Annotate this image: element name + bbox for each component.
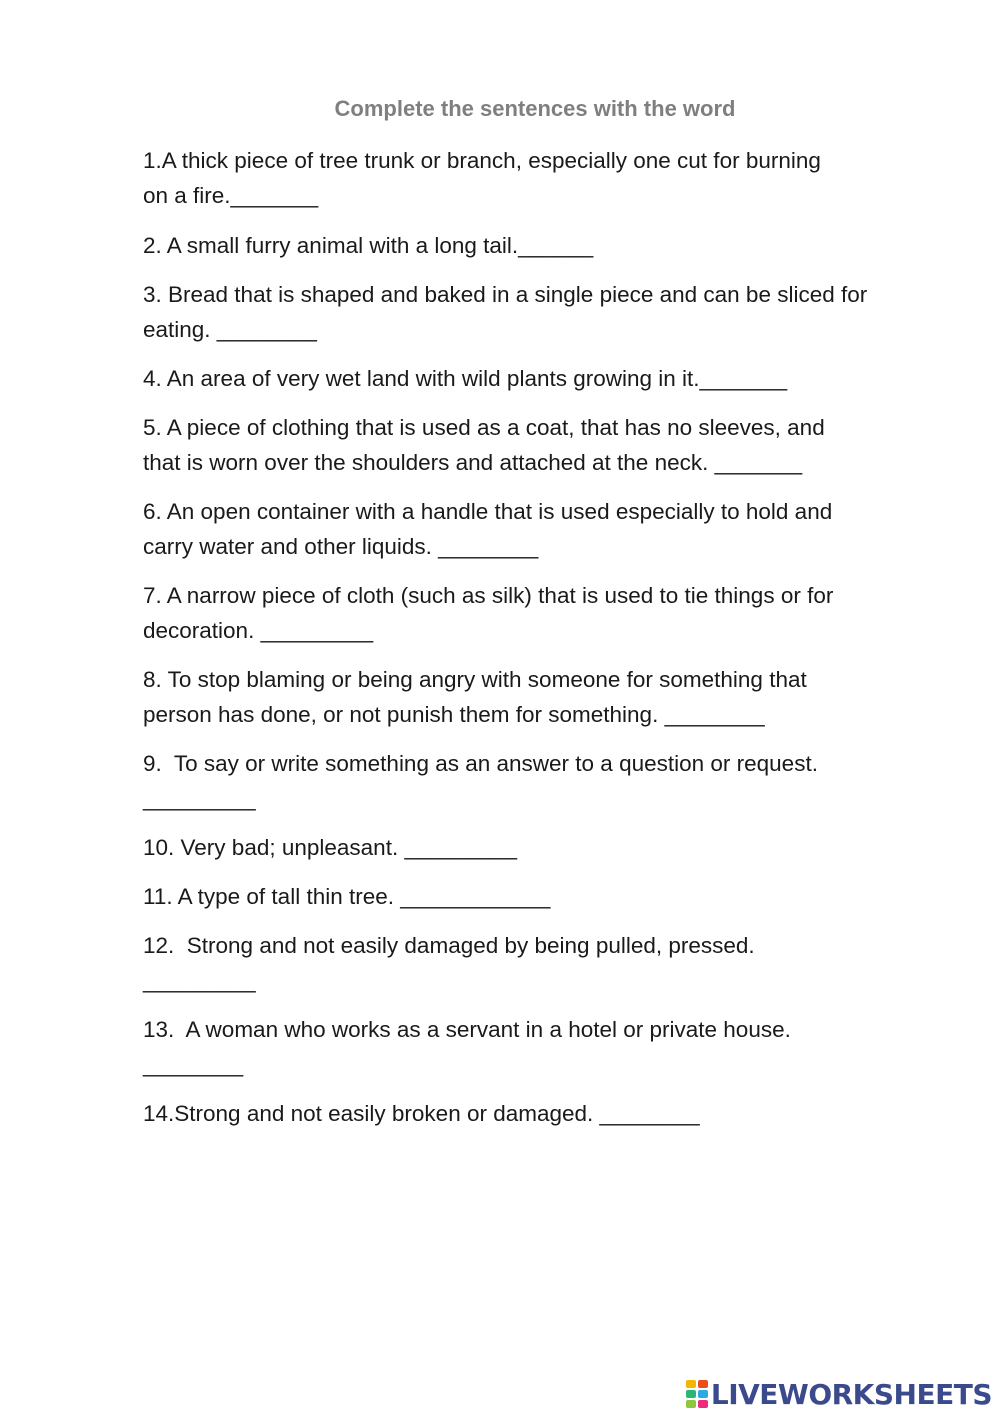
- logo-block: [698, 1400, 708, 1408]
- question-2: 2. A small furry animal with a long tail.______: [143, 233, 594, 258]
- question-10: 10. Very bad; unpleasant. _________: [143, 835, 518, 860]
- question-8: 8. To stop blaming or being angry with someone for something that person has done, or not punish them for something. ________: [143, 667, 807, 727]
- page-title: Complete the sentences with the word: [334, 96, 736, 121]
- question-9: 9. To say or write something as an answer to a question or request. _________: [143, 751, 818, 811]
- question-11: 11. A type of tall thin tree. ____________: [143, 884, 551, 909]
- question-3: 3. Bread that is shaped and baked in a single piece and can be sliced for eating. ________: [143, 282, 868, 342]
- logo-block: [686, 1400, 696, 1408]
- question-5: 5. A piece of clothing that is used as a coat, that has no sleeves, and that is worn over the shoulders and attached at the neck. _______: [143, 415, 825, 475]
- question-1: 1.A thick piece of tree trunk or branch, especially one cut for burning on a fire._______: [143, 148, 821, 208]
- logo-block: [698, 1380, 708, 1388]
- logo-text: LIVEWORKSHEETS: [710, 1377, 992, 1411]
- logo-block: [686, 1390, 696, 1398]
- liveworksheets-logo: [686, 1374, 992, 1414]
- logo-block: [698, 1390, 708, 1398]
- logo-mark-icon: [686, 1380, 708, 1408]
- question-6: 6. An open container with a handle that is used especially to hold and carry water and other liquids. ________: [143, 499, 833, 559]
- question-14: 14.Strong and not easily broken or damaged. ________: [143, 1101, 700, 1126]
- logo-block: [686, 1380, 696, 1388]
- question-4: 4. An area of very wet land with wild plants growing in it._______: [143, 366, 788, 391]
- question-13: 13. A woman who works as a servant in a hotel or private house. ________: [143, 1017, 791, 1077]
- question-7: 7. A narrow piece of cloth (such as silk) that is used to tie things or for decoration. _________: [143, 583, 834, 643]
- question-12: 12. Strong and not easily damaged by being pulled, pressed. _________: [143, 933, 755, 993]
